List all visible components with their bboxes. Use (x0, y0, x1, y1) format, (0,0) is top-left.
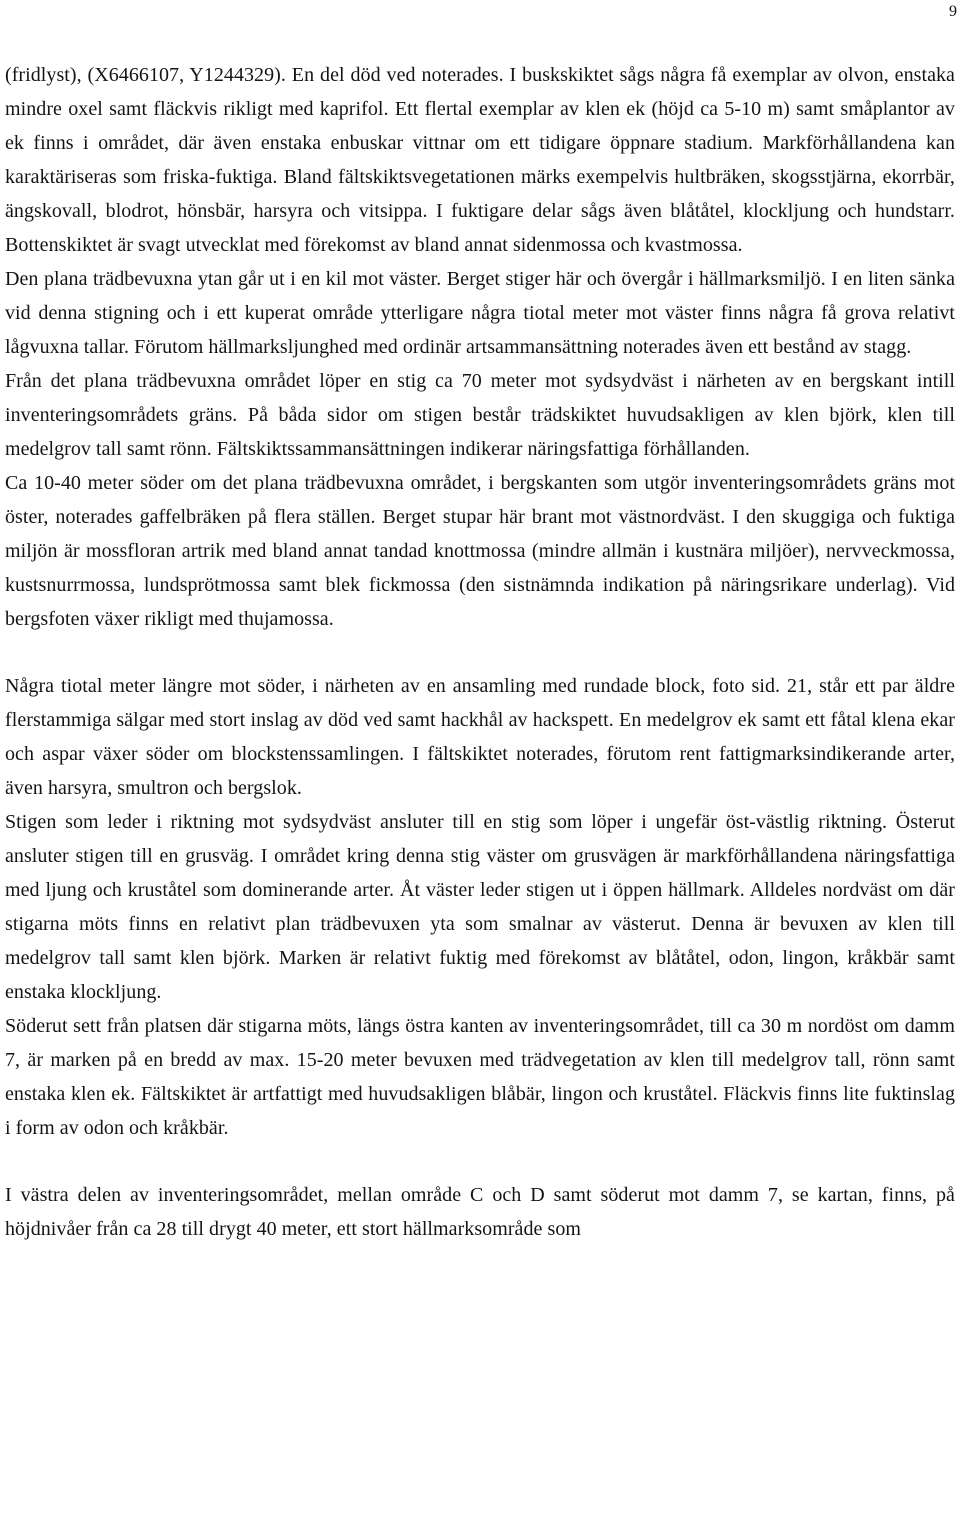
paragraph-path-south: Från det plana trädbevuxna området löper en stig ca 70 meter mot sydsydväst i närheten av en bergskant intill inventeringsområdets gräns. På båda sidor om stigen består trädskiktet huvudsakligen av klen björk, klen till medelgrov tall samt rönn. Fältskiktssammansättningen indikerar näringsfattiga förhållanden. (5, 370, 955, 460)
paragraph-west-rock-area: I västra delen av inventeringsområdet, mellan område C och D samt söderut mot damm 7, se kartan, finns, på höjdnivåer från ca 28 till drygt 40 meter, ett stort hällmarksområde som (5, 1184, 955, 1240)
paragraph-wedge-west: Den plana trädbevuxna ytan går ut i en kil mot väster. Berget stiger här och övergår i hällmarksmiljö. I en liten sänka vid denna stigning och i ett kuperat område ytterligare några tiotal meter mot väster finns några få grova relativt lågvuxna tallar. Förutom hällmarksljunghed med ordinär artsammansättning noterades även ett bestånd av stagg. (5, 268, 955, 358)
paragraph-sallow-trees: Några tiotal meter längre mot söder, i närheten av en ansamling med rundade block, foto sid. 21, står ett par äldre flerstammiga sälgar med stort inslag av död ved samt hackhål av hackspett. En medelgrov ek samt ett fåtal klena ekar och aspar växer söder om blockstenssamlingen. I fältskiktet noterades, förutom rent fattigmarksindikerande arter, även harsyra, smultron och bergslok. (5, 675, 955, 799)
paragraph-path-junction: Stigen som leder i riktning mot sydsydväst ansluter till en stig som löper i ungefär öst-västlig riktning. Österut ansluter stigen till en grusväg. I området kring denna stig väster om grusvägen är markförhållandena näringsfattiga med ljung och kruståtel som dominerande arter. Åt väster leder stigen ut i öppen hällmark. Alldeles nordväst om där stigarna möts finns en relativt plan trädbevuxen yta som smalnar av västerut. Denna är bevuxen av klen till medelgrov tall samt klen björk. Marken är relativt fuktig med förekomst av blåtåtel, odon, lingon, kråkbär samt enstaka klockljung. (5, 811, 955, 1003)
document-body (5, 58, 955, 1246)
paragraph-forest-description: (fridlyst), (X6466107, Y1244329). En del död ved noterades. I buskskiktet sågs några få exemplar av olvon, enstaka mindre oxel samt fläckvis rikligt med kaprifol. Ett flertal exemplar av klen ek (höjd ca 5-10 m) samt småplantor av ek finns i området, där även enstaka enbuskar vittnar om ett tidigare öppnare stadium. Markförhållandena kan karaktäriseras som friska-fuktiga. Bland fältskiktsvegetationen märks exempelvis hultbräken, skogsstjärna, ekorrbär, ängskovall, blodrot, hönsbär, harsyra och vitsippa. I fuktigare delar sågs även blåtåtel, klockljung och hundstarr. Bottenskiktet är svagt utvecklat med förekomst av bland annat sidenmossa och kvastmossa. (5, 64, 955, 256)
page-number: 9 (949, 3, 957, 20)
paragraph-cliff-edge: Ca 10-40 meter söder om det plana trädbevuxna området, i bergskanten som utgör inventeringsområdets gräns mot öster, noterades gaffelbräken på flera ställen. Berget stupar här brant mot västnordväst. I den skuggiga och fuktiga miljön är mossfloran artrik med bland annat tandad knottmossa (mindre allmän i kustnära miljöer), nervveckmossa, kustsnurrmossa, lundsprötmossa samt blek fickmossa (den sistnämnda indikation på näringsrikare underlag). Vid bergsfoten växer rikligt med thujamossa. (5, 472, 955, 630)
paragraph-east-edge: Söderut sett från platsen där stigarna möts, längs östra kanten av inventeringsområdet, till ca 30 m nordöst om damm 7, är marken på en bredd av max. 15-20 meter bevuxen med trädvegetation av klen till medelgrov tall, rönn samt enstaka klen ek. Fältskiktet är artfattigt med huvudsakligen blåbär, lingon och kruståtel. Fläckvis finns lite fuktinslag i form av odon och kråkbär. (5, 1015, 955, 1139)
